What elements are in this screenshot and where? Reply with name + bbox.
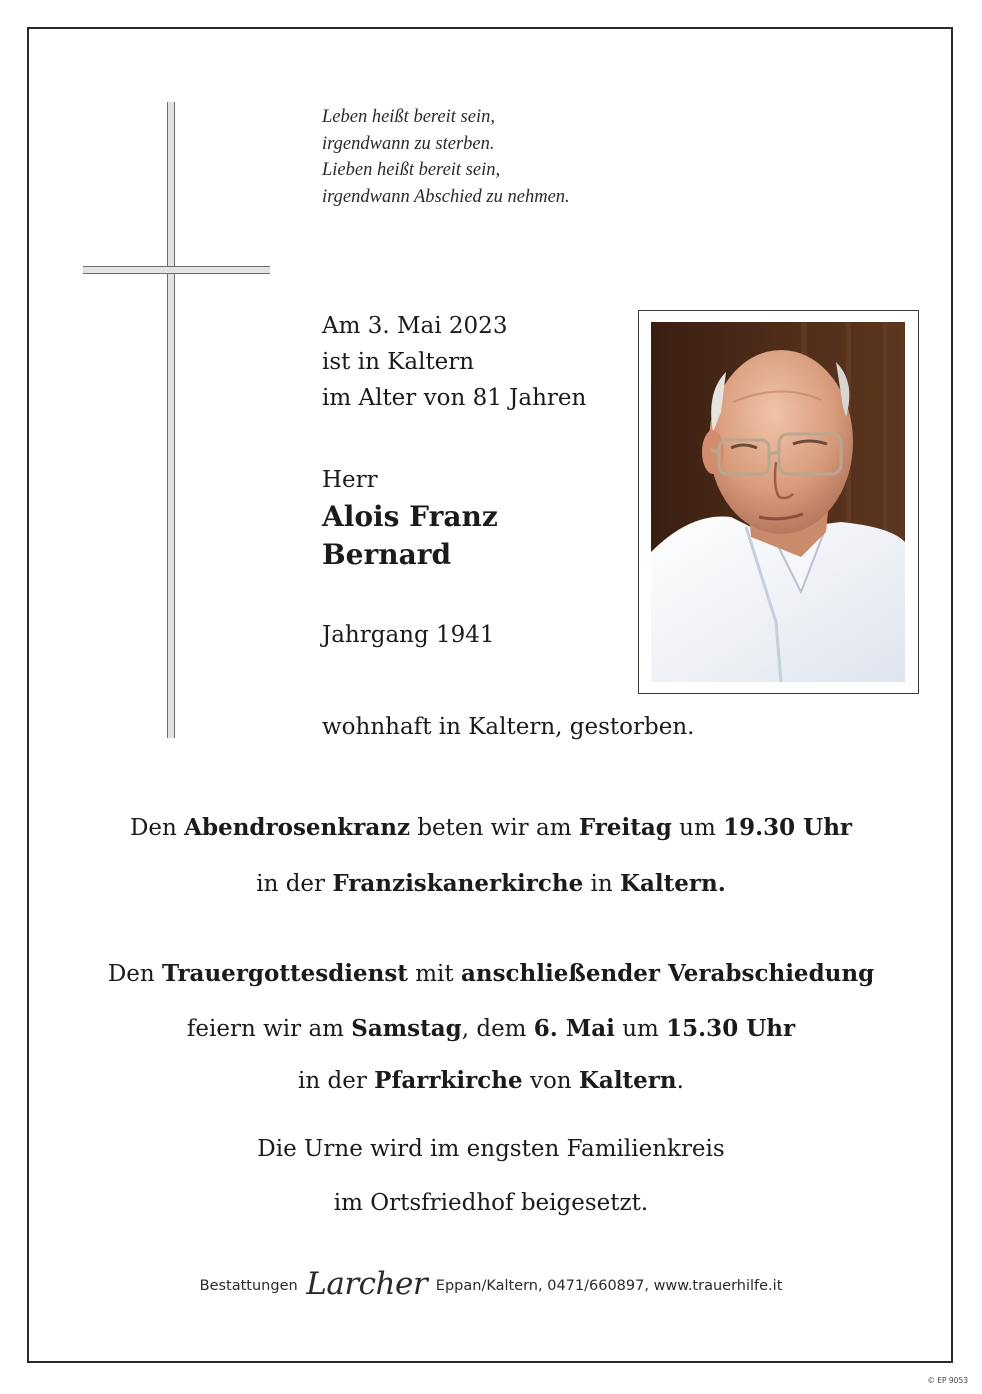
mass-date: 6. Mai: [533, 1015, 615, 1042]
rosary-announcement-line1: [40, 814, 942, 841]
residence: wohnhaft in Kaltern, gestorben.: [322, 714, 695, 740]
birth-year: Jahrgang 1941: [322, 622, 495, 648]
footer-contact: Eppan/Kaltern, 0471/660897, www.trauerhilfe.it: [435, 1278, 783, 1294]
text: in der: [298, 1068, 375, 1094]
deceased-name-line2: Bernard: [322, 538, 452, 571]
mass-town: Kaltern: [578, 1067, 677, 1094]
mass-announcement-line3: [40, 1067, 942, 1094]
text: feiern wir am: [186, 1016, 352, 1042]
funeral-home-logo: Larcher: [306, 1266, 428, 1302]
cross-vertical-beam: [167, 102, 175, 738]
text: .: [676, 1068, 684, 1094]
mass-label: Trauergottesdienst: [162, 960, 408, 987]
urn-line2: im Ortsfriedhof beigesetzt.: [333, 1190, 649, 1216]
honorific: Herr: [322, 467, 378, 493]
text: von: [522, 1068, 579, 1094]
rosary-church: Franziskanerkirche: [332, 870, 584, 897]
urn-line1: Die Urne wird im engsten Familienkreis: [257, 1136, 725, 1162]
text: um: [671, 815, 724, 841]
portrait-photo: [651, 322, 905, 682]
deceased-name: [322, 498, 498, 574]
text: , dem: [461, 1016, 534, 1042]
mass-day: Samstag: [351, 1015, 462, 1042]
footer-prefix: Bestattungen: [199, 1278, 298, 1294]
funeral-home-footer: [40, 1266, 942, 1302]
poem-line: irgendwann zu sterben.: [322, 133, 495, 154]
mass-announcement-line2: [40, 1015, 942, 1042]
deceased-name-line1: Alois Franz: [322, 500, 498, 533]
mass-church: Pfarrkirche: [374, 1067, 523, 1094]
farewell-label: anschließender Verabschiedung: [460, 960, 875, 987]
rosary-announcement-line2: [40, 870, 942, 897]
cross-horizontal-beam: [83, 266, 270, 274]
text: Den: [129, 815, 185, 841]
age-at-death: im Alter von 81 Jahren: [322, 385, 587, 411]
poem: [322, 104, 570, 210]
death-date: Am 3. Mai 2023: [322, 313, 508, 339]
mass-time: 15.30 Uhr: [666, 1015, 796, 1042]
death-place: ist in Kaltern: [322, 349, 475, 375]
poem-line: irgendwann Abschied zu nehmen.: [322, 186, 570, 207]
rosary-time: 19.30 Uhr: [723, 814, 853, 841]
text: um: [614, 1016, 667, 1042]
rosary-label: Abendrosenkranz: [184, 814, 411, 841]
death-announcement: [322, 308, 586, 416]
poem-line: Leben heißt bereit sein,: [322, 107, 495, 127]
text: in der: [256, 871, 333, 897]
page-border: [27, 27, 953, 1363]
poem-line: Lieben heißt bereit sein,: [322, 160, 501, 180]
print-code: © EP 9053: [927, 1376, 968, 1385]
text: in: [583, 871, 621, 897]
mass-announcement-line1: [40, 960, 942, 987]
text: beten wir am: [410, 815, 579, 841]
text: Den: [107, 961, 162, 987]
rosary-town: Kaltern.: [620, 870, 726, 897]
text: mit: [407, 961, 461, 987]
rosary-day: Freitag: [578, 814, 672, 841]
